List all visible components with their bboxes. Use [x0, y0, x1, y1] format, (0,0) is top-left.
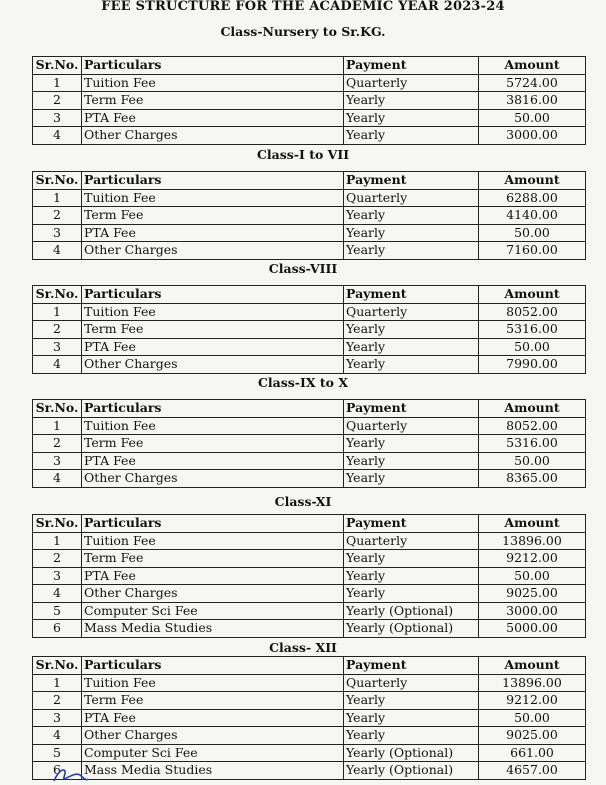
section-title-nursery: Class-Nursery to Sr.KG. [220, 24, 386, 39]
header-particulars: Particulars [82, 286, 344, 304]
amount-cell: 50.00 [479, 567, 586, 585]
table-row [33, 303, 586, 321]
header-particulars: Particulars [82, 172, 344, 190]
header-sr-no: Sr.No. [33, 657, 82, 675]
amount-cell: 9025.00 [479, 585, 586, 603]
amount-cell: 7990.00 [479, 356, 586, 374]
particular-cell: Tuition Fee [82, 417, 344, 435]
table-row [33, 338, 586, 356]
particular-cell: Other Charges [82, 727, 344, 745]
sr-no-cell: 6 [33, 620, 82, 638]
section-title-class-ix-x: Class-IX to X [257, 375, 349, 390]
table-header-row [33, 57, 586, 75]
table-row [33, 692, 586, 710]
sr-no-cell: 4 [33, 127, 82, 145]
table-row [33, 127, 586, 145]
particular-cell: Mass Media Studies [82, 620, 344, 638]
sr-no-cell: 1 [33, 74, 82, 92]
payment-cell: Yearly [344, 727, 479, 745]
table-row [33, 602, 586, 620]
particular-cell: Tuition Fee [82, 674, 344, 692]
amount-cell: 6288.00 [479, 189, 586, 207]
particular-cell: Term Fee [82, 435, 344, 453]
particular-cell: Tuition Fee [82, 532, 344, 550]
sr-no-cell: 4 [33, 242, 82, 260]
table-header-row [33, 657, 586, 675]
amount-cell: 9025.00 [479, 727, 586, 745]
sr-no-cell: 2 [33, 92, 82, 110]
payment-cell: Quarterly [344, 532, 479, 550]
header-particulars: Particulars [82, 515, 344, 533]
particular-cell: Other Charges [82, 242, 344, 260]
payment-cell: Yearly [344, 709, 479, 727]
table-row [33, 709, 586, 727]
payment-cell: Yearly [344, 567, 479, 585]
header-sr-no: Sr.No. [33, 286, 82, 304]
table-row [33, 744, 586, 762]
header-amount: Amount [479, 400, 586, 418]
amount-cell: 9212.00 [479, 692, 586, 710]
table-row [33, 224, 586, 242]
fee-table-class-ix-x [32, 399, 586, 488]
table-row [33, 74, 586, 92]
amount-cell: 5724.00 [479, 74, 586, 92]
particular-cell: Tuition Fee [82, 189, 344, 207]
header-payment: Payment [344, 57, 479, 75]
payment-cell: Yearly [344, 127, 479, 145]
sr-no-cell: 4 [33, 356, 82, 374]
particular-cell: Other Charges [82, 470, 344, 488]
sr-no-cell: 1 [33, 189, 82, 207]
payment-cell: Yearly [344, 92, 479, 110]
table-row [33, 620, 586, 638]
header-amount: Amount [479, 286, 586, 304]
table-row [33, 435, 586, 453]
table-header-row [33, 400, 586, 418]
sr-no-cell: 2 [33, 321, 82, 339]
sr-no-cell: 2 [33, 207, 82, 225]
sr-no-cell: 4 [33, 727, 82, 745]
particular-cell: Tuition Fee [82, 303, 344, 321]
fee-table-class-viii [32, 285, 586, 374]
amount-cell: 50.00 [479, 109, 586, 127]
header-sr-no: Sr.No. [33, 57, 82, 75]
document-title: FEE STRUCTURE FOR THE ACADEMIC YEAR 2023-24 [101, 0, 505, 14]
section-title-class-i-vii: Class-I to VII [256, 147, 350, 162]
fee-table-class-xii [32, 656, 586, 780]
payment-cell: Yearly [344, 207, 479, 225]
sr-no-cell: 3 [33, 567, 82, 585]
amount-cell: 5316.00 [479, 435, 586, 453]
payment-cell: Yearly (Optional) [344, 620, 479, 638]
payment-cell: Quarterly [344, 674, 479, 692]
sr-no-cell: 5 [33, 744, 82, 762]
header-payment: Payment [344, 172, 479, 190]
sr-no-cell: 2 [33, 550, 82, 568]
header-payment: Payment [344, 400, 479, 418]
sr-no-cell: 1 [33, 674, 82, 692]
payment-cell: Yearly [344, 435, 479, 453]
sr-no-cell: 4 [33, 585, 82, 603]
payment-cell: Yearly (Optional) [344, 762, 479, 780]
table-row [33, 674, 586, 692]
sr-no-cell: 5 [33, 602, 82, 620]
particular-cell: Mass Media Studies [82, 762, 344, 780]
fee-table-class-i-vii [32, 171, 586, 260]
table-row [33, 727, 586, 745]
particular-cell: Term Fee [82, 321, 344, 339]
particular-cell: Other Charges [82, 356, 344, 374]
amount-cell: 661.00 [479, 744, 586, 762]
header-sr-no: Sr.No. [33, 400, 82, 418]
particular-cell: PTA Fee [82, 109, 344, 127]
table-header-row [33, 286, 586, 304]
sr-no-cell: 1 [33, 532, 82, 550]
header-particulars: Particulars [82, 400, 344, 418]
particular-cell: Other Charges [82, 585, 344, 603]
sr-no-cell: 4 [33, 470, 82, 488]
particular-cell: Term Fee [82, 692, 344, 710]
fee-table-class-xi [32, 514, 586, 638]
payment-cell: Yearly [344, 585, 479, 603]
sr-no-cell: 3 [33, 109, 82, 127]
particular-cell: Computer Sci Fee [82, 602, 344, 620]
sr-no-cell: 3 [33, 452, 82, 470]
amount-cell: 8052.00 [479, 303, 586, 321]
sr-no-cell: 1 [33, 303, 82, 321]
header-particulars: Particulars [82, 57, 344, 75]
table-header-row [33, 172, 586, 190]
table-row [33, 470, 586, 488]
amount-cell: 8365.00 [479, 470, 586, 488]
table-row [33, 242, 586, 260]
payment-cell: Yearly [344, 242, 479, 260]
section-title-class-viii: Class-VIII [268, 261, 338, 276]
amount-cell: 3000.00 [479, 127, 586, 145]
payment-cell: Yearly [344, 550, 479, 568]
payment-cell: Yearly [344, 109, 479, 127]
table-row [33, 207, 586, 225]
amount-cell: 8052.00 [479, 417, 586, 435]
header-sr-no: Sr.No. [33, 515, 82, 533]
amount-cell: 13896.00 [479, 532, 586, 550]
fee-table-nursery [32, 56, 586, 145]
payment-cell: Yearly [344, 452, 479, 470]
payment-cell: Yearly [344, 338, 479, 356]
header-amount: Amount [479, 57, 586, 75]
particular-cell: Computer Sci Fee [82, 744, 344, 762]
amount-cell: 50.00 [479, 338, 586, 356]
amount-cell: 3816.00 [479, 92, 586, 110]
section-title-class-xii: Class- XII [269, 640, 337, 655]
sr-no-cell: 2 [33, 435, 82, 453]
sr-no-cell: 3 [33, 338, 82, 356]
table-row [33, 550, 586, 568]
payment-cell: Yearly [344, 470, 479, 488]
amount-cell: 50.00 [479, 224, 586, 242]
signature-mark [50, 763, 90, 785]
header-payment: Payment [344, 286, 479, 304]
payment-cell: Yearly [344, 356, 479, 374]
amount-cell: 50.00 [479, 452, 586, 470]
amount-cell: 4140.00 [479, 207, 586, 225]
payment-cell: Yearly [344, 224, 479, 242]
table-row [33, 452, 586, 470]
header-amount: Amount [479, 515, 586, 533]
table-row [33, 321, 586, 339]
particular-cell: PTA Fee [82, 338, 344, 356]
table-row [33, 567, 586, 585]
amount-cell: 7160.00 [479, 242, 586, 260]
particular-cell: Term Fee [82, 207, 344, 225]
payment-cell: Yearly (Optional) [344, 602, 479, 620]
payment-cell: Quarterly [344, 74, 479, 92]
amount-cell: 5000.00 [479, 620, 586, 638]
particular-cell: Other Charges [82, 127, 344, 145]
sr-no-cell: 1 [33, 417, 82, 435]
table-header-row [33, 515, 586, 533]
payment-cell: Yearly [344, 321, 479, 339]
table-row [33, 417, 586, 435]
table-row [33, 189, 586, 207]
amount-cell: 4657.00 [479, 762, 586, 780]
payment-cell: Quarterly [344, 189, 479, 207]
sr-no-cell: 2 [33, 692, 82, 710]
particular-cell: PTA Fee [82, 709, 344, 727]
header-payment: Payment [344, 515, 479, 533]
header-sr-no: Sr.No. [33, 172, 82, 190]
particular-cell: PTA Fee [82, 567, 344, 585]
particular-cell: Term Fee [82, 92, 344, 110]
table-row [33, 585, 586, 603]
sr-no-cell: 3 [33, 224, 82, 242]
section-title-class-xi: Class-XI [274, 494, 332, 509]
table-row [33, 532, 586, 550]
payment-cell: Yearly (Optional) [344, 744, 479, 762]
sr-no-cell: 6 [33, 762, 82, 780]
table-row [33, 762, 586, 780]
particular-cell: PTA Fee [82, 452, 344, 470]
amount-cell: 13896.00 [479, 674, 586, 692]
header-payment: Payment [344, 657, 479, 675]
particular-cell: Term Fee [82, 550, 344, 568]
table-row [33, 92, 586, 110]
header-amount: Amount [479, 172, 586, 190]
amount-cell: 5316.00 [479, 321, 586, 339]
payment-cell: Quarterly [344, 417, 479, 435]
amount-cell: 9212.00 [479, 550, 586, 568]
table-row [33, 109, 586, 127]
amount-cell: 3000.00 [479, 602, 586, 620]
header-amount: Amount [479, 657, 586, 675]
amount-cell: 50.00 [479, 709, 586, 727]
header-particulars: Particulars [82, 657, 344, 675]
particular-cell: PTA Fee [82, 224, 344, 242]
payment-cell: Quarterly [344, 303, 479, 321]
particular-cell: Tuition Fee [82, 74, 344, 92]
table-row [33, 356, 586, 374]
payment-cell: Yearly [344, 692, 479, 710]
sr-no-cell: 3 [33, 709, 82, 727]
